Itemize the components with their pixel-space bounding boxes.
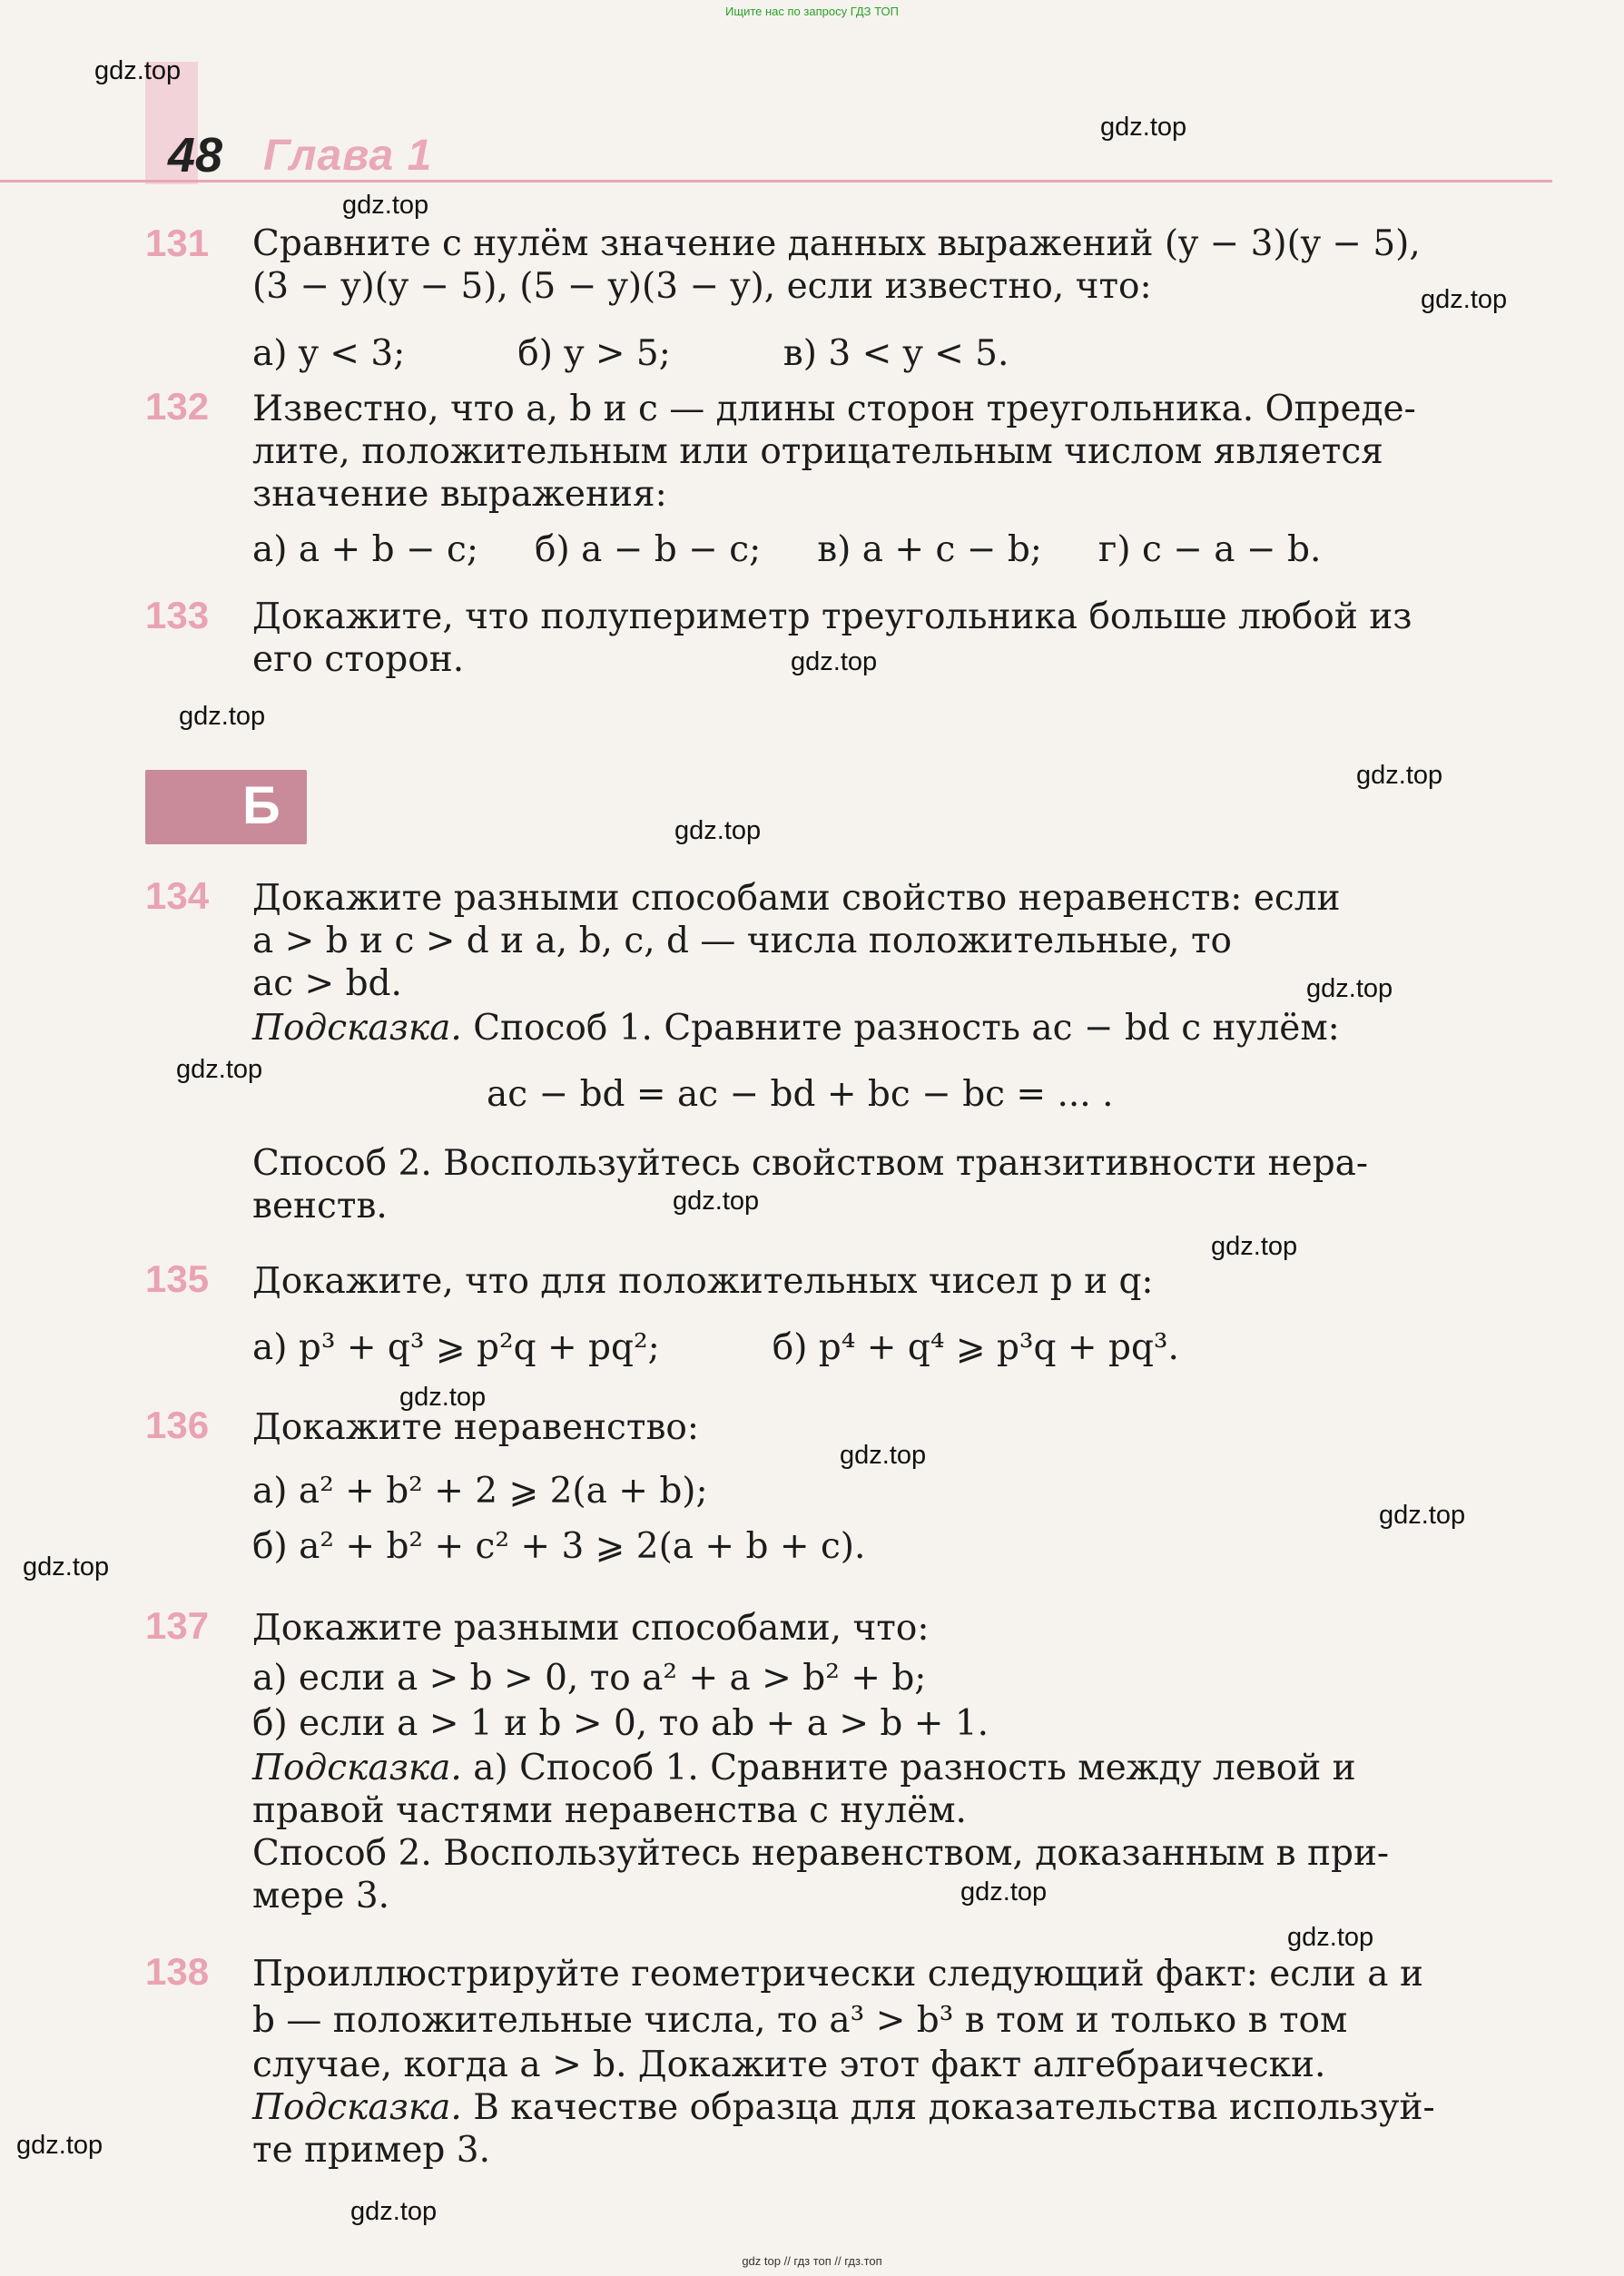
problem-number: 131: [145, 222, 210, 264]
hint-text: а) Способ 1. Сравните разность между левой и: [473, 1748, 1356, 1788]
section-b-marker: [145, 770, 307, 844]
watermark: gdz.top: [960, 1877, 1048, 1907]
problem-text: значение выражения:: [252, 474, 667, 515]
watermark: gdz.top: [791, 647, 878, 676]
problem-text: случае, когда a > b. Докажите этот факт алгебраически.: [252, 2044, 1326, 2085]
problem-text: Докажите, что для положительных чисел p и q:: [252, 1261, 1154, 1302]
watermark: gdz.top: [1287, 1923, 1374, 1952]
watermark: gdz.top: [1100, 113, 1187, 142]
problem-text: Докажите разными способами, что:: [252, 1608, 930, 1649]
page-number: 48: [168, 128, 223, 182]
header-rule: [0, 180, 1552, 182]
problem-text: Сравните с нулём значение данных выражений (y − 3)(y − 5),: [252, 223, 1421, 264]
hint-label: Подсказка.: [252, 1748, 462, 1788]
watermark: gdz.top: [1379, 1501, 1466, 1530]
problem-number: 135: [145, 1257, 210, 1300]
problem-number: 138: [145, 1950, 210, 1993]
problem-option: б) a² + b² + c² + 3 ⩾ 2(a + b + c).: [252, 1526, 866, 1567]
problem-text: Известно, что a, b и c — длины сторон треугольника. Опреде-: [252, 389, 1416, 429]
watermark: gdz.top: [1356, 761, 1443, 790]
problem-text: Способ 2. Воспользуйтесь свойством транзитивности нера-: [252, 1143, 1369, 1184]
problem-option: б) если a > 1 и b > 0, то ab + a > b + 1.: [252, 1703, 989, 1744]
problem-text: Докажите, что полупериметр треугольника больше любой из: [252, 596, 1412, 637]
watermark: gdz.top: [1211, 1232, 1298, 1261]
watermark: gdz.top: [176, 1055, 263, 1084]
hint-text: Способ 1. Сравните разность ac − bd с нулём:: [473, 1008, 1340, 1049]
problem-option: а) если a > b > 0, то a² + a > b² + b;: [252, 1658, 927, 1699]
problem-text: венств.: [252, 1186, 388, 1227]
problem-text: Проиллюстрируйте геометрически следующий факт: если a и: [252, 1954, 1423, 1995]
watermark: gdz.top: [674, 816, 762, 845]
watermark: gdz.top: [350, 2197, 438, 2226]
problem-text: правой частями неравенства с нулём.: [252, 1790, 967, 1831]
watermark: gdz.top: [399, 1383, 487, 1412]
problem-text: его сторон.: [252, 639, 465, 680]
chapter-title: Глава 1: [263, 132, 433, 180]
problem-number: 134: [145, 874, 210, 917]
problem-options: а) p³ + q³ ⩾ p²q + pq²; б) p⁴ + q⁴ ⩾ p³q + pq³.: [252, 1327, 1179, 1368]
problem-text: Докажите неравенство:: [252, 1407, 700, 1448]
formula: ac − bd = ac − bd + bc − bc = ... .: [487, 1074, 1114, 1115]
hint-label: Подсказка.: [252, 1008, 462, 1049]
problem-text: ac > bd.: [252, 963, 402, 1004]
hint-line: [252, 1748, 1356, 1788]
watermark: gdz.top: [179, 702, 266, 731]
problem-number: 137: [145, 1604, 210, 1647]
problem-option: а) a² + b² + 2 ⩾ 2(a + b);: [252, 1471, 708, 1512]
problem-number: 133: [145, 594, 210, 636]
watermark: gdz.top: [94, 56, 182, 85]
problem-text: (3 − y)(y − 5), (5 − y)(3 − y), если известно, что:: [252, 266, 1152, 307]
top-note: Ищите нас по запросу ГДЗ ТОП: [725, 5, 899, 18]
hint-line: [252, 1008, 1340, 1049]
problem-text: те пример 3.: [252, 2130, 490, 2171]
problem-options: а) y < 3; б) y > 5; в) 3 < y < 5.: [252, 333, 1009, 374]
watermark: gdz.top: [840, 1441, 927, 1470]
watermark: gdz.top: [342, 191, 429, 220]
problem-number: 136: [145, 1404, 210, 1446]
problem-text: Способ 2. Воспользуйтесь неравенством, доказанным в при-: [252, 1833, 1390, 1874]
problem-text: a > b и c > d и a, b, c, d — числа положительные, то: [252, 921, 1233, 961]
hint-label: Подсказка.: [252, 2087, 462, 2128]
problem-options: а) a + b − c; б) a − b − c; в) a + c − b; г) c − a − b.: [252, 529, 1322, 570]
problem-text: мере 3.: [252, 1876, 390, 1916]
problem-text: Докажите разными способами свойство неравенств: если: [252, 878, 1341, 919]
problem-text: лите, положительным или отрицательным числом является: [252, 431, 1383, 472]
watermark: gdz.top: [673, 1187, 760, 1216]
hint-line: [252, 2087, 1435, 2128]
bottom-note: gdz top // гдз топ // гдз.топ: [742, 2254, 882, 2268]
problem-number: 132: [145, 385, 210, 428]
watermark: gdz.top: [1421, 285, 1508, 314]
section-letter: Б: [242, 776, 281, 835]
watermark: gdz.top: [1306, 974, 1393, 1003]
hint-text: В качестве образца для доказательства используй-: [473, 2087, 1435, 2128]
watermark: gdz.top: [23, 1552, 110, 1581]
problem-text: b — положительные числа, то a³ > b³ в том и только в том: [252, 2000, 1348, 2041]
watermark: gdz.top: [16, 2131, 103, 2160]
